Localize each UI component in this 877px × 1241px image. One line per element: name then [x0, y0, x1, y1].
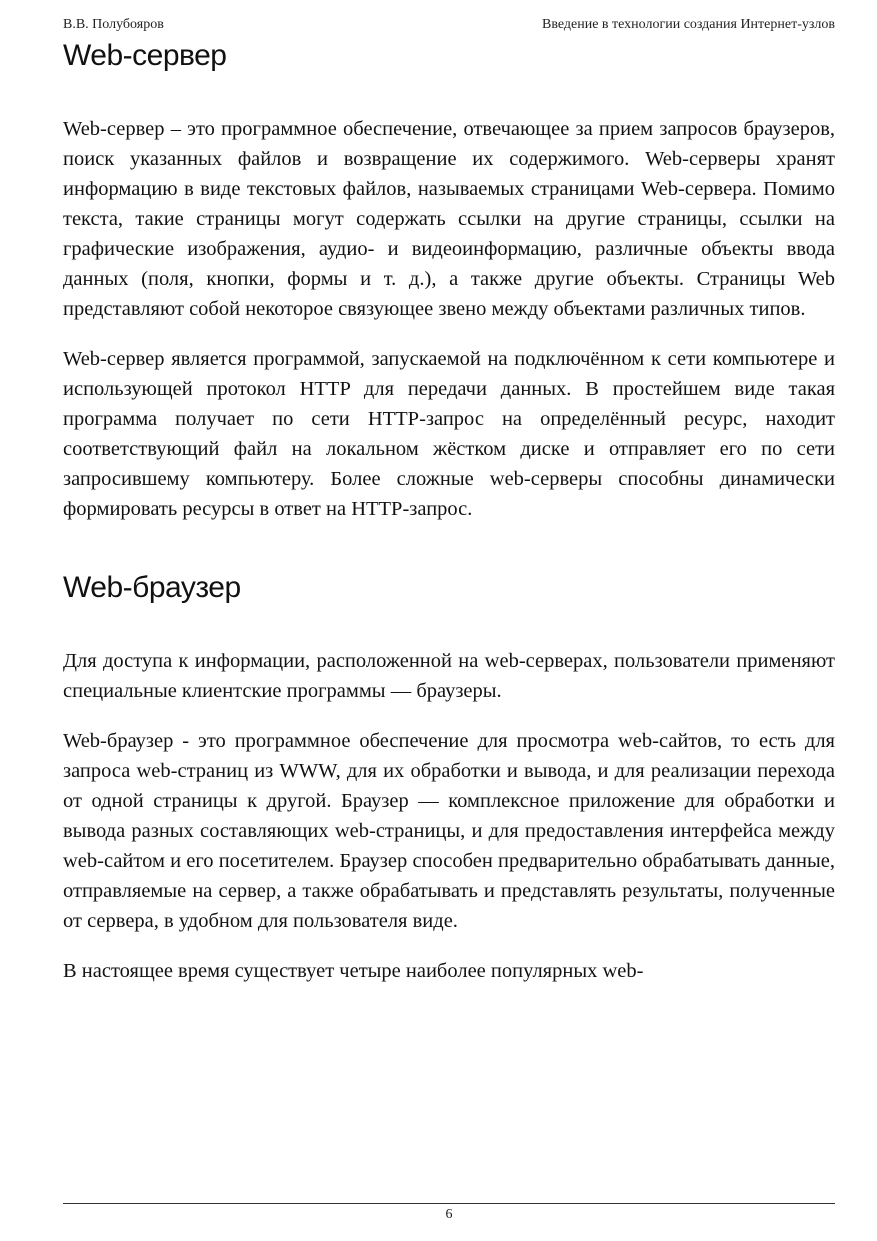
paragraph: Web-сервер – это программное обеспечение, отвечающее за прием запросов браузеров, поиск указанных файлов и возвращение их содержимого. Web-серверы хранят информацию в виде текстовых файлов, называемых страницами Web-сервера. Помимо текста, такие страницы могут содержать ссылки на другие страницы, ссылки на графические изображения, аудио- и видеоинформацию, различные объекты ввода данных (поля, кнопки, формы и т. д.), а также другие объекты. Страницы Web представляют собой некоторое связующее звено между объектами различных типов.	[63, 118, 835, 320]
section-heading-web-server: Web-сервер	[63, 39, 227, 72]
paragraph: В настоящее время существует четыре наиболее популярных web-	[63, 960, 644, 982]
paragraph: Web-браузер - это программное обеспечение для просмотра web-сайтов, то есть для запроса web-страниц из WWW, для их обработки и вывода, и для реализации перехода от одной страницы к другой. Браузер — комплексное приложение для обработки и вывода разных составляющих web-страницы, и для предоставления интерфейса между web-сайтом и его посетителем. Браузер способен предварительно обрабатывать данные, отправляемые на сервер, а также обрабатывать и представлять результаты, полученные от сервера, в удобном для пользователя виде.	[63, 730, 835, 932]
page-number: 6	[445, 1207, 453, 1222]
footer-divider	[63, 1203, 835, 1204]
paragraph: Для доступа к информации, расположенной на web-серверах, пользователи применяют специальные клиентские программы — браузеры.	[63, 650, 835, 702]
running-header	[63, 14, 835, 36]
page-content	[63, 36, 835, 1006]
section-heading-web-browser: Web-браузер	[63, 571, 241, 604]
header-author: В.В. Полубояров	[63, 17, 164, 32]
header-course-title: Введение в технологии создания Интернет-узлов	[541, 17, 835, 32]
paragraph: Web-сервер является программой, запускаемой на подключённом к сети компьютере и использующей протокол HTTP для передачи данных. В простейшем виде такая программа получает по сети HTTP-запрос на определённый ресурс, находит соответствующий файл на локальном жёстком диске и отправляет его по сети запросившему компьютеру. Более сложные web-серверы способны динамически формировать ресурсы в ответ на HTTP-запрос.	[63, 348, 835, 520]
